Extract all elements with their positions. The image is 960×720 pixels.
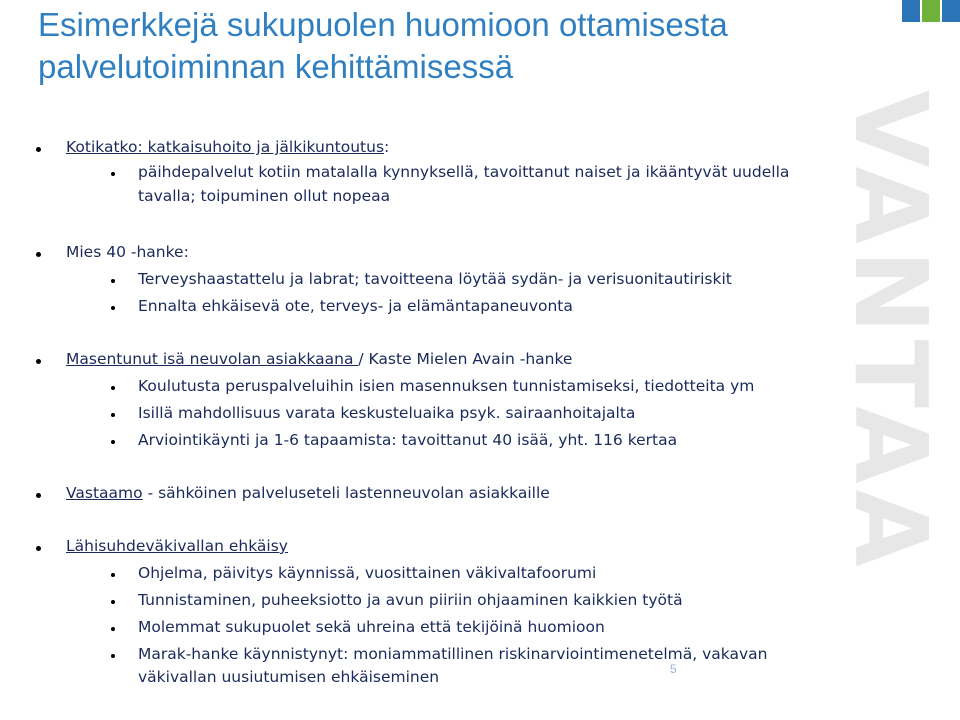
bullet-level1 [36, 493, 41, 498]
heading-underlined: Vastaamo [66, 484, 143, 502]
bullet-level2 [111, 600, 115, 604]
list-item: tavalla; toipuminen ollut nopeaa [138, 187, 391, 205]
list-item: Isillä mahdollisuus varata keskusteluaika psyk. sairaanhoitajalta [138, 404, 636, 422]
list-item: Terveyshaastattelu ja labrat; tavoitteena löytää sydän- ja verisuonitautiriskit [138, 270, 732, 288]
bullet-level2 [111, 627, 115, 631]
bullet-level2 [111, 172, 115, 176]
heading-text: Mies 40 -hanke: [66, 243, 189, 261]
list-item: Ohjelma, päivitys käynnissä, vuosittainen väkivaltafoorumi [138, 564, 597, 582]
heading-underlined: Kotikatko: katkaisuhoito ja jälkikuntoutus [66, 138, 385, 156]
list-item: Arviointikäynti ja 1-6 tapaamista: tavoittanut 40 isää, yht. 116 kertaa [138, 431, 678, 449]
bullet-level1 [36, 546, 41, 551]
page-number: 5 [670, 662, 677, 676]
bullet-level1 [36, 252, 41, 257]
section-heading [66, 241, 189, 263]
heading-underlined: Masentunut isä neuvolan asiakkaana [66, 350, 359, 368]
section-heading [66, 482, 550, 504]
bullet-level2 [111, 573, 115, 577]
bullet-level2 [111, 386, 115, 390]
section-heading [66, 348, 572, 370]
heading-text: - sähköinen palveluseteli lastenneuvolan asiakkaille [142, 484, 550, 502]
list-item: päihdepalvelut kotiin matalalla kynnyksellä, tavoittanut naiset ja ikääntyvät uudella [138, 163, 790, 181]
list-item: Marak-hanke käynnistynyt: moniammatillinen riskinarviointimenetelmä, vakavan [138, 645, 768, 663]
list-item: Koulutusta peruspalveluihin isien masennuksen tunnistamiseksi, tiedotteita ym [138, 377, 755, 395]
list-item: Ennalta ehkäisevä ote, terveys- ja elämäntapaneuvonta [138, 297, 573, 315]
bullet-level1 [36, 147, 41, 152]
bullet-level2 [111, 279, 115, 283]
section-heading [66, 535, 288, 557]
heading-text: : [384, 138, 390, 156]
list-item: Molemmat sukupuolet sekä uhreina että tekijöinä huomioon [138, 618, 605, 636]
bullet-level1 [36, 359, 41, 364]
bullet-level2 [111, 440, 115, 444]
bullet-level2 [111, 413, 115, 417]
heading-underlined: Lähisuhdeväkivallan ehkäisy [66, 537, 288, 555]
list-item: väkivallan uusiutumisen ehkäiseminen [138, 668, 440, 686]
heading-text: / Kaste Mielen Avain -hanke [358, 350, 573, 368]
slide-title: Esimerkkejä sukupuolen huomioon ottamisesta palvelutoiminnan kehittämisessä [38, 6, 728, 85]
bullet-level2 [111, 306, 115, 310]
section-heading [66, 136, 389, 158]
vantaa-watermark: VANTAA [832, 90, 949, 573]
bullet-level2 [111, 654, 115, 658]
list-item: Tunnistaminen, puheeksiotto ja avun piiriin ohjaaminen kaikkien työtä [138, 591, 683, 609]
